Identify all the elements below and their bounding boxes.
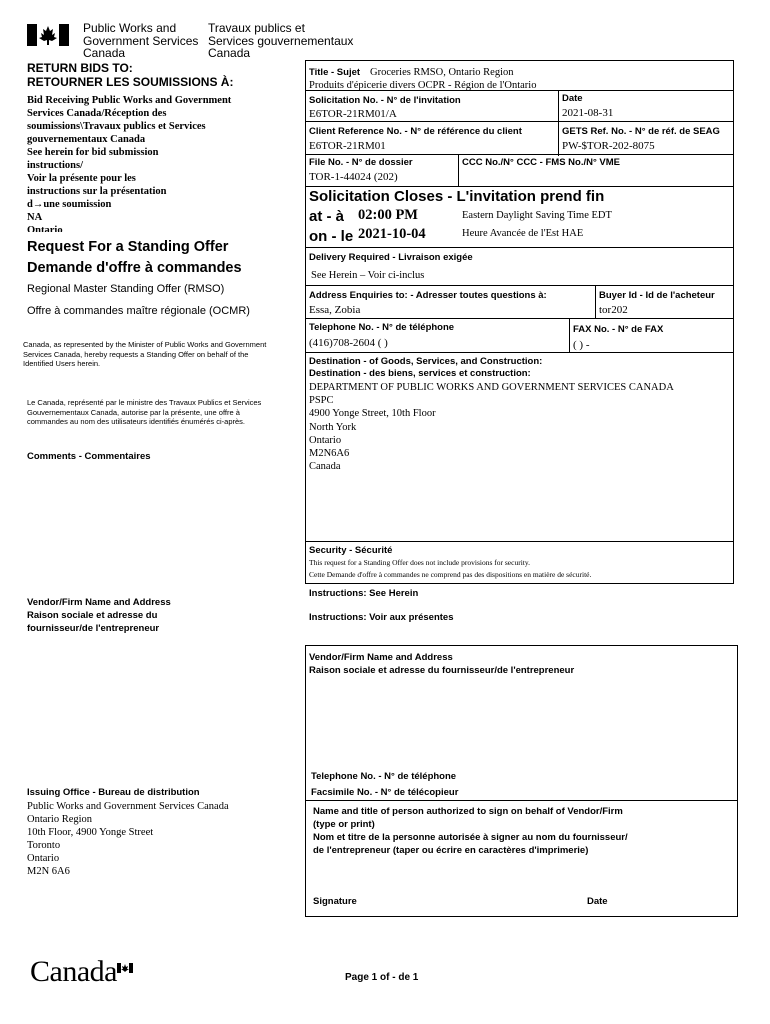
divider bbox=[305, 285, 734, 286]
authorized-signer-label bbox=[313, 805, 628, 857]
dept-fr-line: Canada bbox=[208, 46, 251, 60]
title-value: Groceries RMSO, Ontario Region bbox=[370, 67, 514, 78]
client-ref-value: E6TOR-21RM01 bbox=[309, 140, 386, 152]
solicitation-label: Solicitation No. - N° de l'invitation bbox=[309, 95, 461, 106]
signature-date-label: Date bbox=[587, 896, 608, 907]
destination-label-en: Destination - of Goods, Services, and Construction: bbox=[309, 356, 543, 367]
delivery-required-value: See Herein – Voir ci-inclus bbox=[311, 270, 425, 281]
return-line: d→une soumission bbox=[27, 199, 112, 210]
destination-line: DEPARTMENT OF PUBLIC WORKS AND GOVERNMENT SERVICES CANADA bbox=[309, 382, 674, 393]
divider bbox=[305, 541, 734, 542]
issuing-line: 10th Floor, 4900 Yonge Street bbox=[27, 827, 154, 838]
issuing-line: Toronto bbox=[27, 840, 61, 851]
issuing-line: Public Works and Government Services Canada bbox=[27, 801, 229, 812]
title-label: Title - Sujet bbox=[309, 67, 361, 78]
title-value-fr: Produits d'épicerie divers OCPR - Région de l'Ontario bbox=[309, 80, 537, 91]
page-number: Page 1 of - de 1 bbox=[345, 972, 419, 983]
vendor-label-line: Raison sociale et adresse du bbox=[27, 610, 158, 621]
rfso-title-fr: Demande d'offre à commandes bbox=[27, 260, 242, 276]
return-title-en: RETURN BIDS TO: bbox=[27, 61, 133, 75]
timezone-en: Eastern Daylight Saving Time EDT bbox=[462, 210, 612, 221]
instructions-en: Instructions: See Herein bbox=[309, 588, 419, 599]
signer-line: de l'entrepreneur (taper ou écrire en caractères d'imprimerie) bbox=[313, 845, 589, 856]
divider bbox=[305, 186, 734, 187]
return-line: soumissions\Travaux publics et Services bbox=[27, 121, 206, 132]
divider bbox=[558, 90, 559, 156]
destination-address bbox=[309, 381, 674, 473]
divider bbox=[305, 154, 734, 155]
rfso-title-en: Request For a Standing Offer bbox=[27, 239, 229, 255]
wordmark-flag-icon bbox=[117, 960, 133, 970]
closing-time-value: 02:00 PM bbox=[358, 207, 418, 223]
return-line: See herein for bid submission bbox=[27, 147, 159, 158]
security-text-fr: Cette Demande d'offre à commandes ne comprend pas des dispositions en matière de sécurité. bbox=[309, 570, 592, 579]
return-line: Bid Receiving Public Works and Government bbox=[27, 95, 232, 106]
return-title-fr: RETOURNER LES SOUMISSIONS À: bbox=[27, 75, 234, 89]
destination-label-fr: Destination - des biens, services et construction: bbox=[309, 368, 531, 379]
return-line: Voir la présente pour les bbox=[27, 173, 136, 184]
gets-ref-value: PW-$TOR-202-8075 bbox=[562, 140, 655, 152]
vendor-label-fr: Raison sociale et adresse du fournisseur/de l'entrepreneur bbox=[309, 665, 575, 676]
file-no-value: TOR-1-44024 (202) bbox=[309, 171, 398, 183]
destination-line: 4900 Yonge Street, 10th Floor bbox=[309, 408, 436, 420]
vendor-label-left bbox=[27, 596, 171, 635]
title-field bbox=[309, 62, 729, 92]
comments-label: Comments - Commentaires bbox=[27, 451, 151, 462]
solicitation-value: E6TOR-21RM01/A bbox=[309, 108, 397, 120]
return-line: NA bbox=[27, 212, 43, 223]
destination-line: North York bbox=[309, 421, 357, 433]
ccc-label: CCC No./N° CCC - FMS No./N° VME bbox=[462, 157, 621, 168]
destination-line: M2N6A6 bbox=[309, 448, 350, 460]
destination-label bbox=[309, 356, 542, 380]
signer-line: Nom et titre de la personne autorisée à signer au nom du fournisseur/ bbox=[313, 832, 628, 843]
at-label: at - à bbox=[309, 208, 345, 225]
destination-line: PSPC bbox=[309, 395, 334, 407]
fax-value: ( ) - bbox=[573, 339, 590, 351]
divider bbox=[458, 154, 459, 186]
file-no-label: File No. - N° de dossier bbox=[309, 157, 413, 168]
return-bids-title bbox=[27, 61, 233, 89]
divider bbox=[305, 352, 734, 353]
return-address bbox=[27, 94, 287, 232]
dept-fr-line: Travaux publics et bbox=[208, 21, 305, 35]
vendor-label-en: Vendor/Firm Name and Address bbox=[309, 652, 453, 663]
vendor-telephone-label: Telephone No. - N° de téléphone bbox=[311, 771, 457, 782]
request-paragraph-fr: Le Canada, représenté par le ministre des Travaux Publics et Services Gouvernementaux Canada, autorise par la présente, une offre à commandes au nom des utilisateurs identifiés énumérés ci-après. bbox=[27, 398, 262, 426]
gets-ref-label: GETS Ref. No. - N° de réf. de SEAG bbox=[562, 126, 720, 137]
dept-fr-line: Services gouvernementaux bbox=[208, 33, 354, 48]
return-line: gouvernementaux Canada bbox=[27, 134, 146, 145]
destination-line: Canada bbox=[309, 461, 341, 473]
closing-date-value: 2021-10-04 bbox=[358, 226, 426, 242]
buyer-id-value: tor202 bbox=[599, 304, 628, 316]
enquiries-label: Address Enquiries to: - Adresser toutes questions à: bbox=[309, 290, 547, 301]
delivery-required-label: Delivery Required - Livraison exigée bbox=[309, 252, 473, 263]
dept-en-line: Government Services bbox=[83, 33, 199, 48]
divider bbox=[305, 247, 734, 248]
vendor-address-field[interactable] bbox=[309, 678, 733, 766]
vendor-label-line: Vendor/Firm Name and Address bbox=[27, 597, 171, 608]
security-text-en: This request for a Standing Offer does not include provisions for security. bbox=[309, 558, 530, 567]
dept-en-line: Canada bbox=[83, 46, 126, 60]
authorized-signer-field[interactable] bbox=[309, 860, 733, 892]
timezone-fr: Heure Avancée de l'Est HAE bbox=[462, 228, 584, 239]
return-line: instructions/ bbox=[27, 160, 84, 171]
issuing-line: M2N 6A6 bbox=[27, 866, 70, 877]
client-ref-label: Client Reference No. - N° de référence du client bbox=[309, 126, 522, 137]
issuing-office-address bbox=[27, 800, 229, 878]
signer-line: (type or print) bbox=[313, 819, 375, 830]
divider bbox=[305, 121, 734, 122]
signer-line: Name and title of person authorized to sign on behalf of Vendor/Firm bbox=[313, 806, 623, 817]
vendor-label-right bbox=[309, 651, 574, 677]
issuing-office-label: Issuing Office - Bureau de distribution bbox=[27, 787, 200, 798]
divider bbox=[569, 318, 570, 352]
canada-wordmark: Canada bbox=[30, 955, 117, 988]
dept-en-line: Public Works and bbox=[83, 21, 177, 35]
signature-label: Signature bbox=[313, 896, 357, 907]
destination-line: Ontario bbox=[309, 434, 342, 446]
rmso-label: Regional Master Standing Offer (RMSO) bbox=[27, 283, 225, 295]
canada-flag-logo bbox=[27, 24, 69, 46]
instructions-fr: Instructions: Voir aux présentes bbox=[309, 612, 454, 623]
divider bbox=[595, 285, 596, 318]
return-line: instructions sur la présentation bbox=[27, 186, 167, 197]
issuing-line: Ontario Region bbox=[27, 814, 93, 825]
telephone-label: Telephone No. - N° de téléphone bbox=[309, 322, 455, 333]
security-label: Security - Sécurité bbox=[309, 545, 393, 556]
on-label: on - le bbox=[309, 228, 354, 245]
rfso-title bbox=[27, 237, 242, 279]
date-value: 2021-08-31 bbox=[562, 107, 614, 119]
ocmr-label: Offre à commandes maître régionale (OCMR) bbox=[27, 305, 250, 317]
return-line: Services Canada/Réception des bbox=[27, 108, 167, 119]
dept-name-en bbox=[83, 22, 198, 60]
vendor-label-line: fournisseur/de l'entrepreneur bbox=[27, 623, 160, 634]
dept-name-fr bbox=[208, 22, 353, 60]
divider bbox=[305, 90, 734, 91]
divider bbox=[305, 800, 738, 801]
request-paragraph-en: Canada, as represented by the Minister of Public Works and Government Services Canada, hereby requests a Standing Offer on behalf of the Identified Users herein. bbox=[23, 340, 267, 368]
telephone-value: (416)708-2604 ( ) bbox=[309, 337, 388, 349]
issuing-line: Ontario bbox=[27, 853, 60, 864]
date-label: Date bbox=[562, 93, 583, 104]
fax-label: FAX No. - N° de FAX bbox=[573, 324, 664, 335]
buyer-id-label: Buyer Id - Id de l'acheteur bbox=[599, 290, 715, 301]
return-line: Ontario bbox=[27, 225, 63, 232]
vendor-facsimile-label: Facsimile No. - N° de télécopieur bbox=[311, 787, 459, 798]
divider bbox=[305, 318, 734, 319]
enquiries-value: Essa, Zobia bbox=[309, 304, 361, 316]
solicitation-closes-label: Solicitation Closes - L'invitation prend fin bbox=[309, 188, 605, 205]
